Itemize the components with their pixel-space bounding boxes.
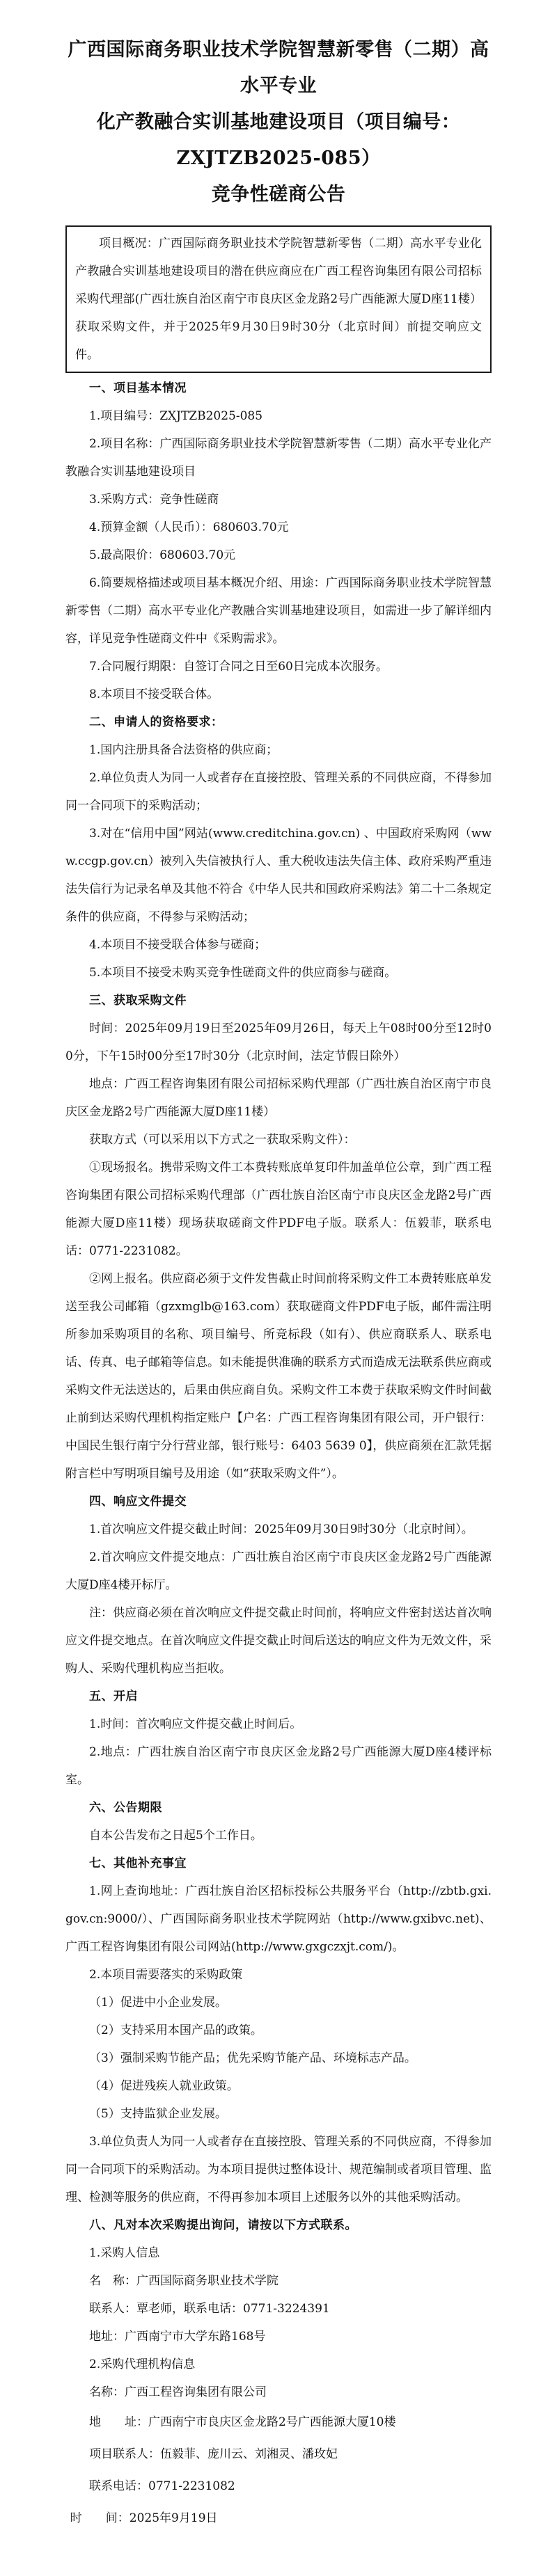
section-heading: 五、开启 bbox=[89, 1689, 138, 1703]
paragraph: 名 称：广西国际商务职业技术学院 bbox=[89, 2274, 278, 2288]
paragraph: 4.预算金额（人民币）：680603.70元 bbox=[89, 520, 289, 534]
paragraph: 1.网上查询地址：广西壮族自治区招标投标公共服务平台（http://zbtb.gxi.gov.cn:9000/）、广西国际商务职业技术学院网站（http://www.gxibvc.net)、广西工程咨询集团有限公司网站(http://www.gxgczxjt.com/)。 bbox=[65, 1884, 492, 1954]
paragraph: 注：供应商必须在首次响应文件提交截止时间前，将响应文件密封送达首次响应文件提交地点。在首次响应文件提交截止时间后送达的响应文件为无效文件，采购人、采购代理机构应当拒收。 bbox=[65, 1606, 492, 1676]
title-line-3: 竞争性磋商公告 bbox=[211, 184, 346, 205]
section-heading: 二、申请人的资格要求： bbox=[89, 715, 223, 729]
announcement-document bbox=[65, 0, 492, 2576]
document-sections bbox=[65, 374, 492, 2534]
section-heading: 一、项目基本情况 bbox=[89, 381, 187, 395]
paragraph: 自本公告发布之日起5个工作日。 bbox=[89, 1829, 262, 1843]
project-overview-box bbox=[65, 225, 492, 373]
paragraph: 地址：广西南宁市大学东路168号 bbox=[89, 2330, 266, 2344]
paragraph: 5.最高限价：680603.70元 bbox=[89, 548, 236, 562]
paragraph: （4）促进残疾人就业政策。 bbox=[89, 2079, 239, 2093]
paragraph: 1.时间：首次响应文件提交截止时间后。 bbox=[89, 1717, 302, 1731]
paragraph: 地点：广西工程咨询集团有限公司招标采购代理部（广西壮族自治区南宁市良庆区金龙路2号广西能源大厦D座11楼） bbox=[65, 1077, 492, 1119]
paragraph: 3.对在“信用中国”网站(www.creditchina.gov.cn) 、中国政府采购网（www.ccgp.gov.cn）被列入失信被执行人、重大税收违法失信主体、政府采购严重违法失信行为记录名单及其他不符合《中华人民共和国政府采购法》第二十二条规定条件的供应商，不得参与采购活动； bbox=[65, 827, 492, 924]
paragraph: 6.简要规格描述或项目基本概况介绍、用途：广西国际商务职业技术学院智慧新零售（二期）高水平专业化产教融合实训基地建设项目，如需进一步了解详细内容，详见竞争性磋商文件中《采购需求》。 bbox=[65, 576, 492, 646]
paragraph: （3）强制采购节能产品；优先采购节能产品、环境标志产品。 bbox=[89, 2051, 416, 2065]
paragraph: 1.项目编号：ZXJTZB2025-085 bbox=[89, 409, 263, 423]
paragraph: 2.采购代理机构信息 bbox=[89, 2358, 196, 2371]
section-heading: 三、获取采购文件 bbox=[89, 994, 187, 1008]
paragraph: 5.本项目不接受未购买竞争性磋商文件的供应商参与磋商。 bbox=[89, 966, 397, 980]
paragraph: 项目联系人：伍毅菲、庞川云、刘湘灵、潘玫妃 bbox=[89, 2447, 338, 2461]
paragraph: 2.本项目需要落实的采购政策 bbox=[89, 1968, 243, 1982]
title-line-1: 广西国际商务职业技术学院智慧新零售（二期）高水平专业 bbox=[68, 39, 489, 97]
paragraph: 2.地点：广西壮族自治区南宁市良庆区金龙路2号广西能源大厦D座4楼评标室。 bbox=[65, 1745, 492, 1787]
paragraph: 联系电话：0771-2231082 bbox=[89, 2479, 235, 2493]
paragraph: 地 址：广西南宁市良庆区金龙路2号广西能源大厦10楼 bbox=[89, 2415, 396, 2429]
section-heading: 八、凡对本次采购提出询问，请按以下方式联系。 bbox=[89, 2218, 357, 2232]
title-line-2: 化产教融合实训基地建设项目（项目编号：ZXJTZB2025-085） bbox=[96, 111, 461, 169]
paragraph: 获取方式（可以采用以下方式之一获取采购文件）： bbox=[89, 1133, 356, 1147]
paragraph: 2.项目名称：广西国际商务职业技术学院智慧新零售（二期）高水平专业化产教融合实训基地建设项目 bbox=[65, 437, 492, 479]
paragraph: 7.合同履行期限：自签订合同之日至60日完成本次服务。 bbox=[89, 660, 388, 674]
paragraph: 1.国内注册具备合法资格的供应商； bbox=[89, 743, 278, 757]
paragraph: 2.首次响应文件提交地点：广西壮族自治区南宁市良庆区金龙路2号广西能源大厦D座4楼开标厅。 bbox=[65, 1550, 492, 1592]
paragraph: （5）支持监狱企业发展。 bbox=[89, 2107, 227, 2121]
paragraph: 4.本项目不接受联合体参与磋商； bbox=[89, 938, 267, 952]
paragraph: 3.单位负责人为同一人或者存在直接控股、管理关系的不同供应商，不得参加同一合同项下的采购活动。为本项目提供过整体设计、规范编制或者项目管理、监理、检测等服务的供应商，不得再参加本项目上述服务以外的其他采购活动。 bbox=[65, 2135, 492, 2204]
section-heading: 四、响应文件提交 bbox=[89, 1495, 187, 1509]
paragraph: 1.首次响应文件提交截止时间：2025年09月30日9时30分（北京时间）。 bbox=[89, 1522, 473, 1536]
paragraph: 8.本项目不接受联合体。 bbox=[89, 687, 219, 701]
paragraph: 3.采购方式：竞争性磋商 bbox=[89, 493, 219, 507]
paragraph: （2）支持采用本国产品的政策。 bbox=[89, 2024, 262, 2037]
paragraph: 1.采购人信息 bbox=[89, 2246, 160, 2260]
paragraph: 时 间：2025年9月19日 bbox=[70, 2511, 218, 2525]
paragraph: ②网上报名。供应商必须于文件发售截止时间前将采购文件工本费转账底单发送至我公司邮箱（gzxmglb@163.com）获取磋商文件PDF电子版，邮件需注明所参加采购项目的名称、项目编号、所竞标段（如有）、供应商联系人、联系电话、传真、电子邮箱等信息。如未能提供准确的联系方式而造成无法联系供应商或采购文件无法送达的，后果由供应商自负。采购文件工本费于获取采购文件时间截止前到达采购代理机构指定账户【户名：广西工程咨询集团有限公司，开户银行：中国民生银行南宁分行营业部，银行账号：6403 5639 0】，供应商须在汇款凭据附言栏中写明项目编号及用途（如“获取采购文件”）。 bbox=[65, 1272, 492, 1481]
paragraph: 名称：广西工程咨询集团有限公司 bbox=[89, 2385, 267, 2399]
paragraph: ①现场报名。携带采购文件工本费转账底单复印件加盖单位公章，到广西工程咨询集团有限公司招标采购代理部（广西壮族自治区南宁市良庆区金龙路2号广西能源大厦D座11楼）现场获取磋商文件PDF电子版。联系人：伍毅菲，联系电话：0771-2231082。 bbox=[65, 1161, 492, 1258]
page-title bbox=[65, 32, 492, 213]
paragraph: 联系人：覃老师，联系电话：0771-3224391 bbox=[89, 2302, 330, 2316]
paragraph: 时间：2025年09月19日至2025年09月26日，每天上午08时00分至12时00分，下午15时00分至17时30分（北京时间，法定节假日除外） bbox=[65, 1021, 492, 1063]
section-heading: 六、公告期限 bbox=[89, 1801, 162, 1815]
paragraph: 2.单位负责人为同一人或者存在直接控股、管理关系的不同供应商，不得参加同一合同项下的采购活动； bbox=[65, 771, 492, 813]
section-heading: 七、其他补充事宜 bbox=[89, 1857, 187, 1870]
project-overview-text: 项目概况：广西国际商务职业技术学院智慧新零售（二期）高水平专业化产教融合实训基地建设项目的潜在供应商应在广西工程咨询集团有限公司招标采购代理部(广西壮族自治区南宁市良庆区金龙路2号广西能源大厦D座11楼）获取采购文件，并于2025年9月30日9时30分（北京时间）前提交响应文件。 bbox=[75, 237, 482, 362]
paragraph: （1）促进中小企业发展。 bbox=[89, 1996, 227, 2010]
